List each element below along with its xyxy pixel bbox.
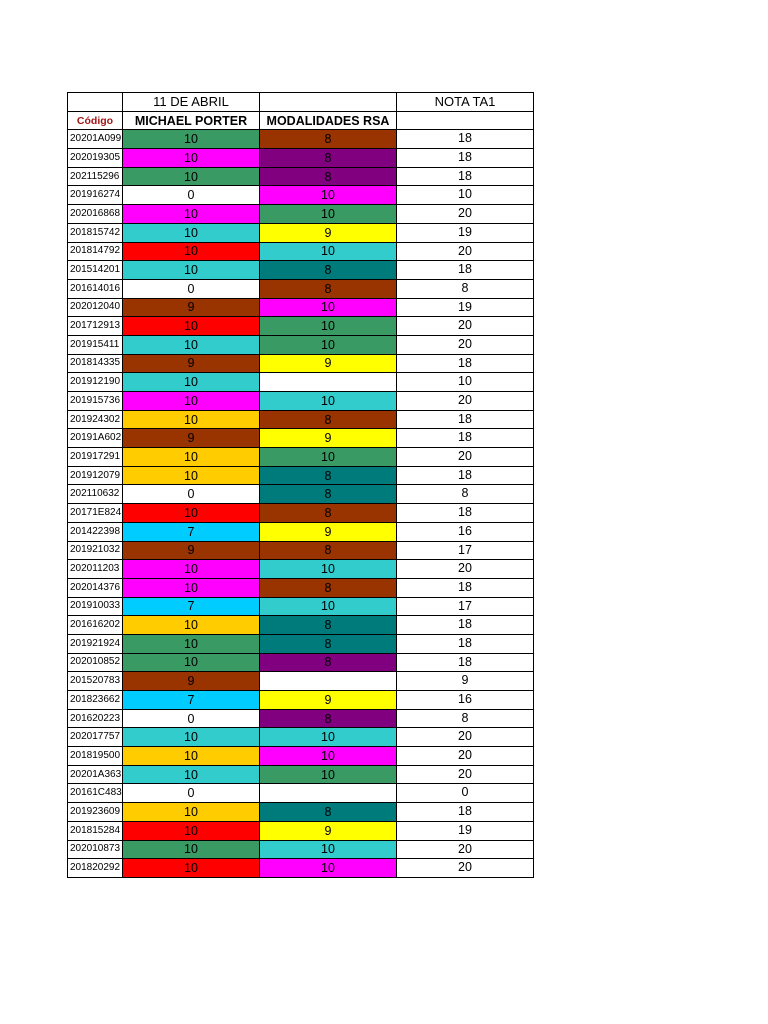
modalidades-rsa-score-cell: 8 — [260, 541, 397, 560]
table-row — [68, 410, 534, 429]
michael-porter-score-cell: 10 — [123, 167, 260, 186]
nota-total-cell: 9 — [397, 672, 534, 691]
student-code-cell: 202011203 — [68, 560, 123, 579]
michael-porter-score-cell: 10 — [123, 410, 260, 429]
table-row — [68, 504, 534, 523]
modalidades-rsa-score-cell: 9 — [260, 429, 397, 448]
nota-total-cell: 20 — [397, 747, 534, 766]
header-row-columns — [68, 111, 534, 130]
table-row — [68, 821, 534, 840]
student-code-cell: 201520783 — [68, 672, 123, 691]
michael-porter-score-cell: 7 — [123, 597, 260, 616]
table-row — [68, 728, 534, 747]
modalidades-rsa-score-cell — [260, 373, 397, 392]
student-code-cell: 202115296 — [68, 167, 123, 186]
student-code-cell: 201616202 — [68, 616, 123, 635]
modalidades-rsa-score-cell: 10 — [260, 747, 397, 766]
michael-porter-score-cell: 10 — [123, 560, 260, 579]
student-code-cell: 201614016 — [68, 279, 123, 298]
nota-total-cell: 18 — [397, 429, 534, 448]
table-row — [68, 167, 534, 186]
modalidades-rsa-score-cell: 10 — [260, 298, 397, 317]
michael-porter-score-cell: 10 — [123, 578, 260, 597]
modalidades-rsa-score-cell: 10 — [260, 597, 397, 616]
modalidades-rsa-score-cell: 10 — [260, 859, 397, 878]
michael-porter-score-cell: 10 — [123, 205, 260, 224]
modalidades-rsa-score-cell: 10 — [260, 392, 397, 411]
michael-porter-score-cell: 7 — [123, 691, 260, 710]
student-code-cell: 201815742 — [68, 223, 123, 242]
student-code-cell: 201814792 — [68, 242, 123, 261]
modalidades-rsa-score-cell: 8 — [260, 261, 397, 280]
table-row — [68, 859, 534, 878]
modalidades-rsa-score-cell: 10 — [260, 728, 397, 747]
student-code-cell: 201912079 — [68, 466, 123, 485]
modalidades-rsa-score-cell: 8 — [260, 410, 397, 429]
codigo-header: Código — [68, 111, 123, 130]
table-row — [68, 653, 534, 672]
student-code-cell: 201921032 — [68, 541, 123, 560]
table-row — [68, 373, 534, 392]
michael-porter-score-cell: 0 — [123, 186, 260, 205]
modalidades-rsa-score-cell: 8 — [260, 130, 397, 149]
modalidades-rsa-score-cell: 10 — [260, 242, 397, 261]
michael-porter-score-cell: 10 — [123, 448, 260, 467]
nota-total-cell: 18 — [397, 149, 534, 168]
nota-total-cell: 18 — [397, 261, 534, 280]
michael-porter-score-cell: 9 — [123, 298, 260, 317]
nota-total-cell: 18 — [397, 803, 534, 822]
student-code-cell: 202012040 — [68, 298, 123, 317]
modalidades-rsa-score-cell: 8 — [260, 485, 397, 504]
table-row — [68, 578, 534, 597]
michael-porter-score-cell: 10 — [123, 765, 260, 784]
nota-total-cell: 18 — [397, 130, 534, 149]
michael-porter-score-cell: 10 — [123, 821, 260, 840]
nota-total-cell: 18 — [397, 653, 534, 672]
nota-total-cell: 20 — [397, 242, 534, 261]
student-code-cell: 202110632 — [68, 485, 123, 504]
michael-porter-score-cell: 10 — [123, 242, 260, 261]
modalidades-rsa-score-cell: 10 — [260, 765, 397, 784]
table-row — [68, 597, 534, 616]
student-code-cell: 201823662 — [68, 691, 123, 710]
modalidades-rsa-score-cell: 8 — [260, 578, 397, 597]
nota-total-cell: 19 — [397, 298, 534, 317]
table-row — [68, 541, 534, 560]
nota-total-cell: 18 — [397, 634, 534, 653]
table-row — [68, 803, 534, 822]
michael-porter-score-cell: 10 — [123, 223, 260, 242]
nota-total-cell: 20 — [397, 392, 534, 411]
table-row — [68, 186, 534, 205]
modalidades-rsa-score-cell — [260, 672, 397, 691]
student-code-cell: 20201A099 — [68, 130, 123, 149]
table-row — [68, 466, 534, 485]
nota-total-cell: 18 — [397, 504, 534, 523]
table-row — [68, 261, 534, 280]
nota-total-cell: 10 — [397, 373, 534, 392]
nota-header: NOTA TA1 — [397, 93, 534, 112]
modalidades-rsa-score-cell: 8 — [260, 653, 397, 672]
header-empty-cell — [397, 111, 534, 130]
nota-total-cell: 18 — [397, 354, 534, 373]
michael-porter-score-cell: 10 — [123, 504, 260, 523]
modalidades-rsa-header: MODALIDADES RSA — [260, 111, 397, 130]
student-code-cell: 201910033 — [68, 597, 123, 616]
header-empty-cell — [260, 93, 397, 112]
nota-total-cell: 20 — [397, 859, 534, 878]
modalidades-rsa-score-cell: 8 — [260, 279, 397, 298]
student-code-cell: 201915411 — [68, 335, 123, 354]
student-code-cell: 20171E824 — [68, 504, 123, 523]
table-row — [68, 223, 534, 242]
modalidades-rsa-score-cell: 8 — [260, 466, 397, 485]
nota-total-cell: 18 — [397, 167, 534, 186]
student-code-cell: 202010873 — [68, 840, 123, 859]
nota-total-cell: 16 — [397, 522, 534, 541]
student-code-cell: 201924302 — [68, 410, 123, 429]
michael-porter-score-cell: 10 — [123, 747, 260, 766]
michael-porter-score-cell: 0 — [123, 485, 260, 504]
table-row — [68, 616, 534, 635]
michael-porter-score-cell: 10 — [123, 149, 260, 168]
table-row — [68, 298, 534, 317]
nota-total-cell: 10 — [397, 186, 534, 205]
student-code-cell: 201712913 — [68, 317, 123, 336]
table-row — [68, 354, 534, 373]
table-row — [68, 560, 534, 579]
nota-total-cell: 8 — [397, 279, 534, 298]
nota-total-cell: 20 — [397, 335, 534, 354]
michael-porter-score-cell: 10 — [123, 728, 260, 747]
michael-porter-score-cell: 10 — [123, 317, 260, 336]
michael-porter-score-cell: 10 — [123, 859, 260, 878]
header-row-top — [68, 93, 534, 112]
grade-sheet-table — [67, 92, 534, 878]
sheet-body — [68, 93, 534, 878]
table-row — [68, 840, 534, 859]
table-row — [68, 317, 534, 336]
student-code-cell: 20191A602 — [68, 429, 123, 448]
michael-porter-score-cell: 7 — [123, 522, 260, 541]
modalidades-rsa-score-cell: 9 — [260, 691, 397, 710]
modalidades-rsa-score-cell: 9 — [260, 223, 397, 242]
michael-porter-score-cell: 9 — [123, 429, 260, 448]
student-code-cell: 202017757 — [68, 728, 123, 747]
nota-total-cell: 18 — [397, 616, 534, 635]
nota-total-cell: 20 — [397, 317, 534, 336]
michael-porter-header: MICHAEL PORTER — [123, 111, 260, 130]
student-code-cell: 20161C483 — [68, 784, 123, 803]
student-code-cell: 201921924 — [68, 634, 123, 653]
student-code-cell: 201620223 — [68, 709, 123, 728]
student-code-cell: 201917291 — [68, 448, 123, 467]
student-code-cell: 201916274 — [68, 186, 123, 205]
table-row — [68, 448, 534, 467]
nota-total-cell: 20 — [397, 560, 534, 579]
michael-porter-score-cell: 10 — [123, 261, 260, 280]
table-row — [68, 691, 534, 710]
modalidades-rsa-score-cell: 9 — [260, 354, 397, 373]
michael-porter-score-cell: 10 — [123, 466, 260, 485]
student-code-cell: 201912190 — [68, 373, 123, 392]
header-empty-cell — [68, 93, 123, 112]
modalidades-rsa-score-cell: 8 — [260, 616, 397, 635]
nota-total-cell: 0 — [397, 784, 534, 803]
table-row — [68, 242, 534, 261]
michael-porter-score-cell: 10 — [123, 335, 260, 354]
modalidades-rsa-score-cell: 9 — [260, 821, 397, 840]
nota-total-cell: 16 — [397, 691, 534, 710]
nota-total-cell: 18 — [397, 466, 534, 485]
modalidades-rsa-score-cell: 8 — [260, 167, 397, 186]
michael-porter-score-cell: 0 — [123, 709, 260, 728]
nota-total-cell: 18 — [397, 410, 534, 429]
modalidades-rsa-score-cell: 9 — [260, 522, 397, 541]
michael-porter-score-cell: 10 — [123, 653, 260, 672]
michael-porter-score-cell: 0 — [123, 784, 260, 803]
michael-porter-score-cell: 10 — [123, 803, 260, 822]
michael-porter-score-cell: 10 — [123, 634, 260, 653]
table-row — [68, 130, 534, 149]
nota-total-cell: 20 — [397, 448, 534, 467]
michael-porter-score-cell: 10 — [123, 130, 260, 149]
nota-total-cell: 20 — [397, 765, 534, 784]
student-code-cell: 201819500 — [68, 747, 123, 766]
student-code-cell: 201514201 — [68, 261, 123, 280]
student-code-cell: 201814335 — [68, 354, 123, 373]
nota-total-cell: 20 — [397, 205, 534, 224]
nota-total-cell: 8 — [397, 485, 534, 504]
table-row — [68, 765, 534, 784]
nota-total-cell: 17 — [397, 597, 534, 616]
student-code-cell: 201820292 — [68, 859, 123, 878]
table-row — [68, 392, 534, 411]
student-code-cell: 202010852 — [68, 653, 123, 672]
modalidades-rsa-score-cell: 10 — [260, 205, 397, 224]
table-row — [68, 279, 534, 298]
michael-porter-score-cell: 10 — [123, 840, 260, 859]
michael-porter-score-cell: 9 — [123, 354, 260, 373]
student-code-cell: 202019305 — [68, 149, 123, 168]
nota-total-cell: 19 — [397, 821, 534, 840]
table-row — [68, 672, 534, 691]
modalidades-rsa-score-cell: 8 — [260, 504, 397, 523]
modalidades-rsa-score-cell: 8 — [260, 149, 397, 168]
michael-porter-score-cell: 9 — [123, 672, 260, 691]
michael-porter-score-cell: 9 — [123, 541, 260, 560]
student-code-cell: 201815284 — [68, 821, 123, 840]
modalidades-rsa-score-cell: 10 — [260, 448, 397, 467]
table-row — [68, 784, 534, 803]
table-row — [68, 335, 534, 354]
nota-total-cell: 17 — [397, 541, 534, 560]
modalidades-rsa-score-cell: 10 — [260, 560, 397, 579]
nota-total-cell: 20 — [397, 728, 534, 747]
modalidades-rsa-score-cell: 10 — [260, 317, 397, 336]
nota-total-cell: 18 — [397, 578, 534, 597]
table-row — [68, 709, 534, 728]
student-code-cell: 201923609 — [68, 803, 123, 822]
date-header: 11 DE ABRIL — [123, 93, 260, 112]
nota-total-cell: 20 — [397, 840, 534, 859]
modalidades-rsa-score-cell: 10 — [260, 186, 397, 205]
table-row — [68, 634, 534, 653]
table-row — [68, 522, 534, 541]
table-row — [68, 747, 534, 766]
michael-porter-score-cell: 0 — [123, 279, 260, 298]
modalidades-rsa-score-cell: 10 — [260, 335, 397, 354]
michael-porter-score-cell: 10 — [123, 616, 260, 635]
nota-total-cell: 19 — [397, 223, 534, 242]
michael-porter-score-cell: 10 — [123, 373, 260, 392]
student-code-cell: 202014376 — [68, 578, 123, 597]
nota-total-cell: 8 — [397, 709, 534, 728]
table-row — [68, 485, 534, 504]
student-code-cell: 20201A363 — [68, 765, 123, 784]
table-row — [68, 149, 534, 168]
modalidades-rsa-score-cell: 10 — [260, 840, 397, 859]
table-row — [68, 205, 534, 224]
modalidades-rsa-score-cell: 8 — [260, 803, 397, 822]
table-row — [68, 429, 534, 448]
modalidades-rsa-score-cell: 8 — [260, 709, 397, 728]
michael-porter-score-cell: 10 — [123, 392, 260, 411]
student-code-cell: 201422398 — [68, 522, 123, 541]
modalidades-rsa-score-cell: 8 — [260, 634, 397, 653]
modalidades-rsa-score-cell — [260, 784, 397, 803]
student-code-cell: 202016868 — [68, 205, 123, 224]
student-code-cell: 201915736 — [68, 392, 123, 411]
